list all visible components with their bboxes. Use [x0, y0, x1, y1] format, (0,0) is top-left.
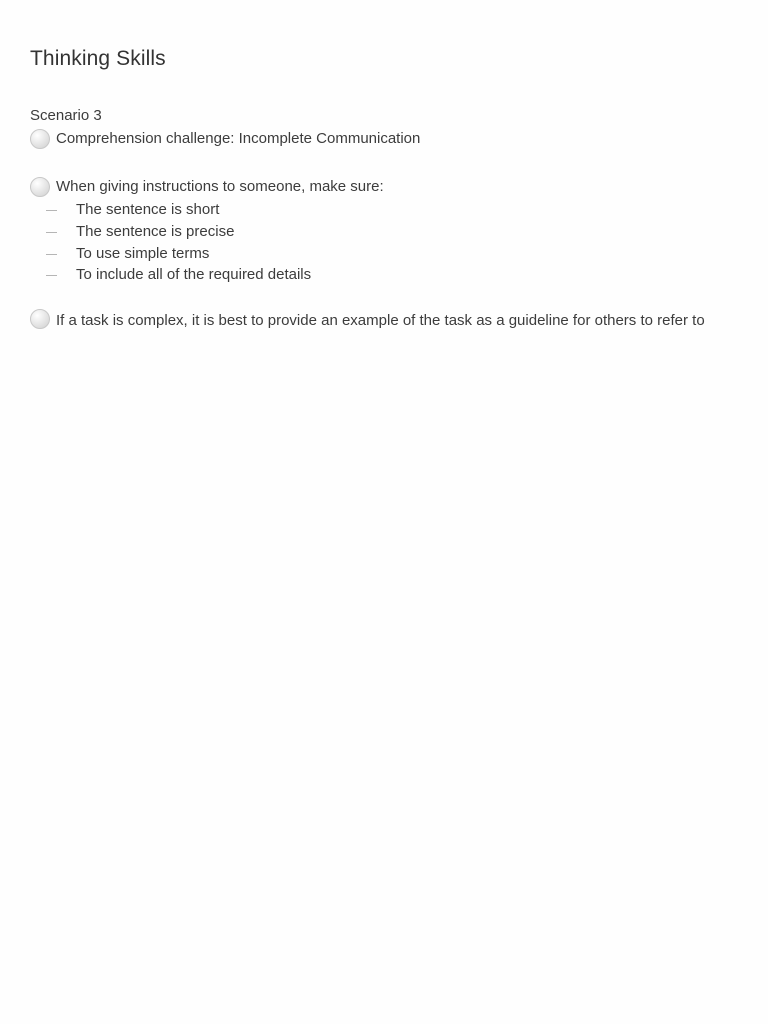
list-item	[46, 221, 234, 243]
list-item	[46, 199, 219, 221]
white-circle-icon	[30, 309, 50, 329]
list-item-text: The sentence is precise	[76, 223, 235, 240]
tip-paragraph	[30, 309, 730, 332]
white-circle-icon	[30, 177, 50, 197]
dash-bullet-icon	[46, 232, 57, 233]
list-item	[46, 243, 209, 265]
instructions-heading-text: When giving instructions to someone, make sure:	[56, 178, 384, 195]
white-circle-icon	[30, 129, 50, 149]
challenge-text: Comprehension challenge: Incomplete Communication	[56, 130, 421, 147]
dash-bullet-icon	[46, 275, 57, 276]
challenge-line	[30, 127, 420, 150]
dash-bullet-icon	[46, 210, 57, 211]
list-item	[46, 264, 311, 286]
list-item-text: The sentence is short	[76, 201, 220, 218]
note-title: Thinking Skills	[30, 47, 166, 70]
list-item-text: To use simple terms	[76, 245, 210, 262]
instructions-heading-line	[30, 175, 384, 198]
tip-text: If a task is complex, it is best to provide an example of the task as a guideline for others to refer to	[56, 312, 705, 329]
list-item-text: To include all of the required details	[76, 266, 312, 283]
scenario-label: Scenario 3	[30, 107, 102, 124]
dash-bullet-icon	[46, 254, 57, 255]
